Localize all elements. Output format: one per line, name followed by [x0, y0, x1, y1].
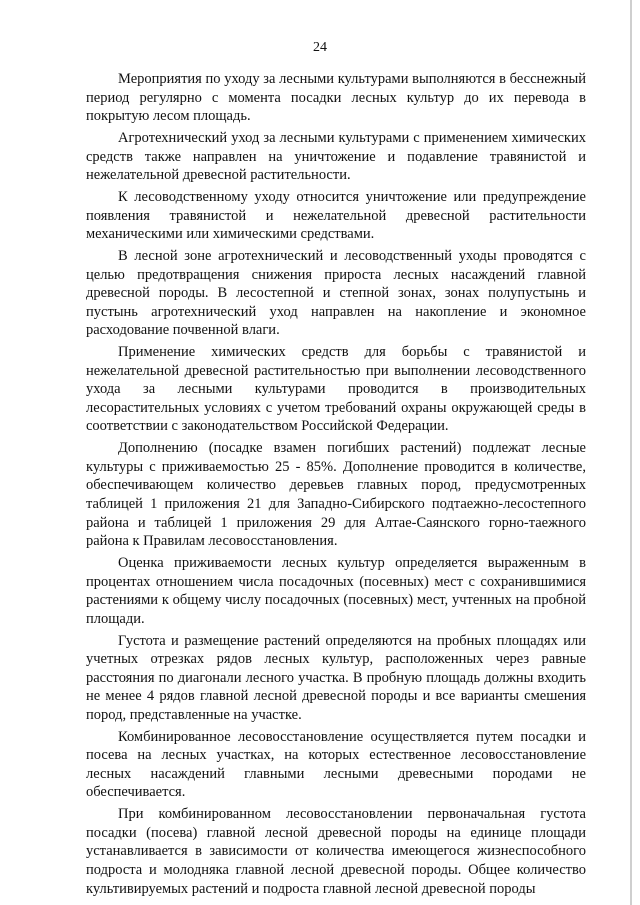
paragraph-10: При комбинированном лесовосстановлении первоначальная густота посадки (посева) главной лесной древесной породы на единице площади устанавливается в зависимости от количества имеющегося жизнеспособного подроста и молодняка главной лесной древесной породы. Общее количество культивируемых растений и подроста главной лесной древесной породы	[86, 806, 586, 897]
paragraph-3: К лесоводственному уходу относится уничтожение или предупреждение появления травянистой и нежелательной древесной растительности механическими или химическими средствами.	[86, 188, 586, 243]
paragraph-2: Агротехнический уход за лесными культурами с применением химических средств также направлен на уничтожение и подавление травянистой и нежелательной древесной растительности.	[86, 129, 586, 184]
paragraph-6: Дополнению (посадке взамен погибших растений) подлежат лесные культуры с приживаемостью 25 - 85%. Дополнение проводится в количестве, обеспечивающем количество деревьев главных пород, предусмотренных таблицей 1 приложения 21 для Западно-Сибирского подтаежно-лесостепного района и таблицей 1 приложения 29 для Алтае-Саянского горно-таежного района к Правилам лесовосстановления.	[86, 440, 586, 550]
paragraph-9: Комбинированное лесовосстановление осуществляется путем посадки и посева на лесных участках, на которых естественное лесовосстановление лесных насаждений главными лесными древесными породами не обеспечивается.	[86, 728, 586, 801]
page-number: 24	[313, 40, 327, 55]
paragraph-8: Густота и размещение растений определяются на пробных площадях или учетных отрезках рядов лесных культур, расположенных через равные расстояния по диагонали лесного участка. В пробную площадь должны входить не менее 4 рядов главной лесной древесной породы и все варианты смешения пород, представленные на участке.	[86, 632, 586, 723]
paragraph-4: В лесной зоне агротехнический и лесоводственный уходы проводятся с целью предотвращения снижения прироста лесных насаждений главной древесной породы. В лесостепной и степной зонах, зонах полупустынь и пустынь агротехнический уход направлен на накопление и экономное расходование почвенной влаги.	[86, 247, 586, 339]
paragraph-5: Применение химических средств для борьбы с травянистой и нежелательной древесной растительностью при выполнении лесоводственного ухода за лесными культурами проводится в производительных лесорастительных условиях с учетом требований охраны окружающей среды в соответствии с законодательством Российской Федерации.	[86, 344, 586, 435]
document-body	[86, 70, 586, 898]
paragraph-1: Мероприятия по уходу за лесными культурами выполняются в бесснежный период регулярно с момента посадки лесных культур до их перевода в покрытую лесом площадь.	[86, 71, 586, 125]
paragraph-7: Оценка приживаемости лесных культур определяется выраженным в процентах отношением числа посадочных (посевных) мест с сохранившимися растениями к общему числу посадочных (посевных) мест, учтенных на пробной площади.	[86, 554, 586, 627]
scan-edge-line	[630, 0, 632, 905]
